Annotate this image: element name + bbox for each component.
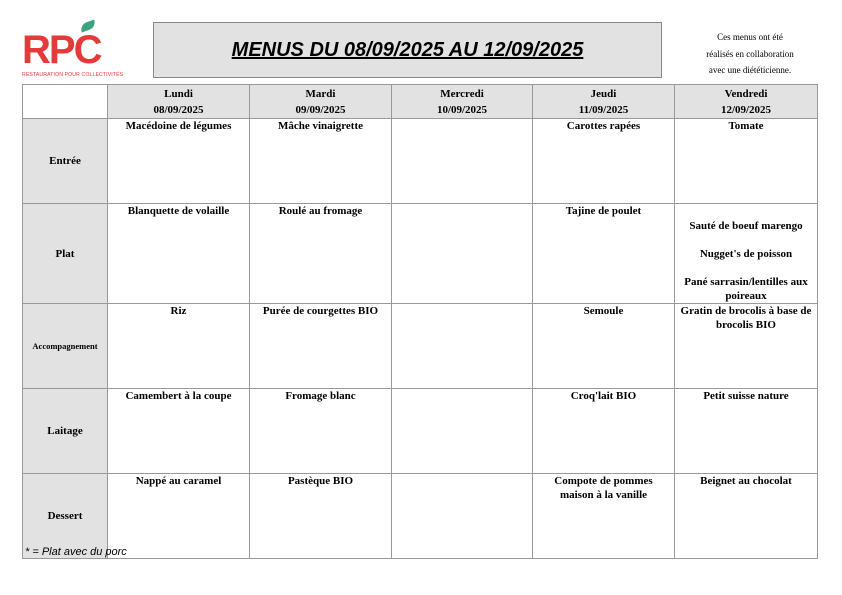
day-date: 12/09/2025 <box>720 103 772 116</box>
logo-subtitle: RESTAURATION POUR COLLECTIVITÉS <box>22 72 124 78</box>
menu-cell <box>675 304 818 389</box>
menu-cell <box>533 304 675 389</box>
row-laitage <box>23 389 818 474</box>
dietitian-note <box>690 29 810 79</box>
day-date: 08/09/2025 <box>153 103 204 116</box>
day-header-thursday <box>533 85 675 119</box>
title-box <box>153 22 662 78</box>
menu-cell <box>533 474 675 559</box>
day-date: 11/09/2025 <box>578 103 629 116</box>
day-header-friday <box>675 85 818 119</box>
menu-cell <box>108 119 250 204</box>
dish: Beignet au chocolat <box>700 475 792 487</box>
row-label-plat: Plat <box>23 204 108 304</box>
day-name: Lundi <box>164 87 193 100</box>
menu-cell <box>533 204 675 304</box>
menu-cell-empty <box>392 389 533 474</box>
menu-cell <box>250 474 392 559</box>
dish: Riz <box>170 305 187 317</box>
dish: Nugget's de poisson <box>699 248 793 260</box>
note-line: Ces menus ont été <box>717 32 783 42</box>
menu-cell <box>675 389 818 474</box>
menu-cell-empty <box>392 119 533 204</box>
dish: Gratin de brocolis à base de brocolis BIO <box>680 305 812 331</box>
page-title: MENUS DU 08/09/2025 AU 12/09/2025 <box>231 38 584 61</box>
menu-table <box>22 84 818 559</box>
dish: Purée de courgettes BIO <box>262 305 379 317</box>
menu-cell-empty <box>392 204 533 304</box>
dish: Pané sarrasin/lentilles aux poireaux <box>684 276 808 302</box>
corner-cell <box>23 85 108 119</box>
day-header-tuesday <box>250 85 392 119</box>
menu-cell <box>108 389 250 474</box>
row-accompagnement <box>23 304 818 389</box>
menu-cell <box>533 119 675 204</box>
dish: Macédoine de légumes <box>125 120 232 132</box>
menu-cell <box>533 389 675 474</box>
day-date: 09/09/2025 <box>295 103 346 116</box>
menu-cell-empty <box>392 304 533 389</box>
day-name: Jeudi <box>590 87 617 100</box>
row-label-accompagnement: Accompagnement <box>23 304 108 389</box>
menu-cell <box>675 119 818 204</box>
menu-cell <box>108 304 250 389</box>
note-line: réalisés en collaboration <box>706 48 794 59</box>
dish: Nappé au caramel <box>135 475 222 487</box>
dish: Roulé au fromage <box>278 205 363 217</box>
row-plat <box>23 204 818 304</box>
logo-text: RPC <box>22 28 101 72</box>
day-name: Mercredi <box>440 87 484 100</box>
row-label-laitage: Laitage <box>23 389 108 474</box>
dish: Semoule <box>583 305 624 317</box>
rpc-logo <box>22 20 124 82</box>
pork-footnote: * = Plat avec du porc <box>25 546 127 558</box>
dish: Tomate <box>728 120 764 132</box>
menu-cell <box>108 474 250 559</box>
dish: Camembert à la coupe <box>125 390 232 402</box>
day-name: Mardi <box>305 87 336 100</box>
menu-cell-empty <box>392 474 533 559</box>
day-header-row <box>23 85 818 119</box>
menu-cell <box>675 204 818 304</box>
day-header-monday <box>108 85 250 119</box>
menu-cell <box>108 204 250 304</box>
menu-cell <box>250 119 392 204</box>
menu-cell <box>675 474 818 559</box>
dish: Fromage blanc <box>285 390 356 402</box>
menu-cell <box>250 389 392 474</box>
row-label-entree: Entrée <box>23 119 108 204</box>
day-header-wednesday <box>392 85 533 119</box>
row-dessert <box>23 474 818 559</box>
row-entree <box>23 119 818 204</box>
dish: Carottes rapées <box>566 120 641 132</box>
dish: Tajine de poulet <box>565 205 642 217</box>
menu-cell <box>250 204 392 304</box>
dish: Blanquette de volaille <box>127 205 230 217</box>
dish: Mâche vinaigrette <box>277 120 364 132</box>
dish: Sauté de boeuf marengo <box>689 220 803 232</box>
day-date: 10/09/2025 <box>436 103 488 116</box>
dish: Compote de pommes maison à la vanille <box>554 475 653 501</box>
row-label-dessert: Dessert <box>23 474 108 559</box>
dish: Croq'lait BIO <box>570 390 637 402</box>
day-name: Vendredi <box>724 87 768 100</box>
note-line: avec une diététicienne. <box>708 65 792 75</box>
dish: Pastèque BIO <box>287 475 354 487</box>
menu-cell <box>250 304 392 389</box>
dish: Petit suisse nature <box>703 390 789 402</box>
